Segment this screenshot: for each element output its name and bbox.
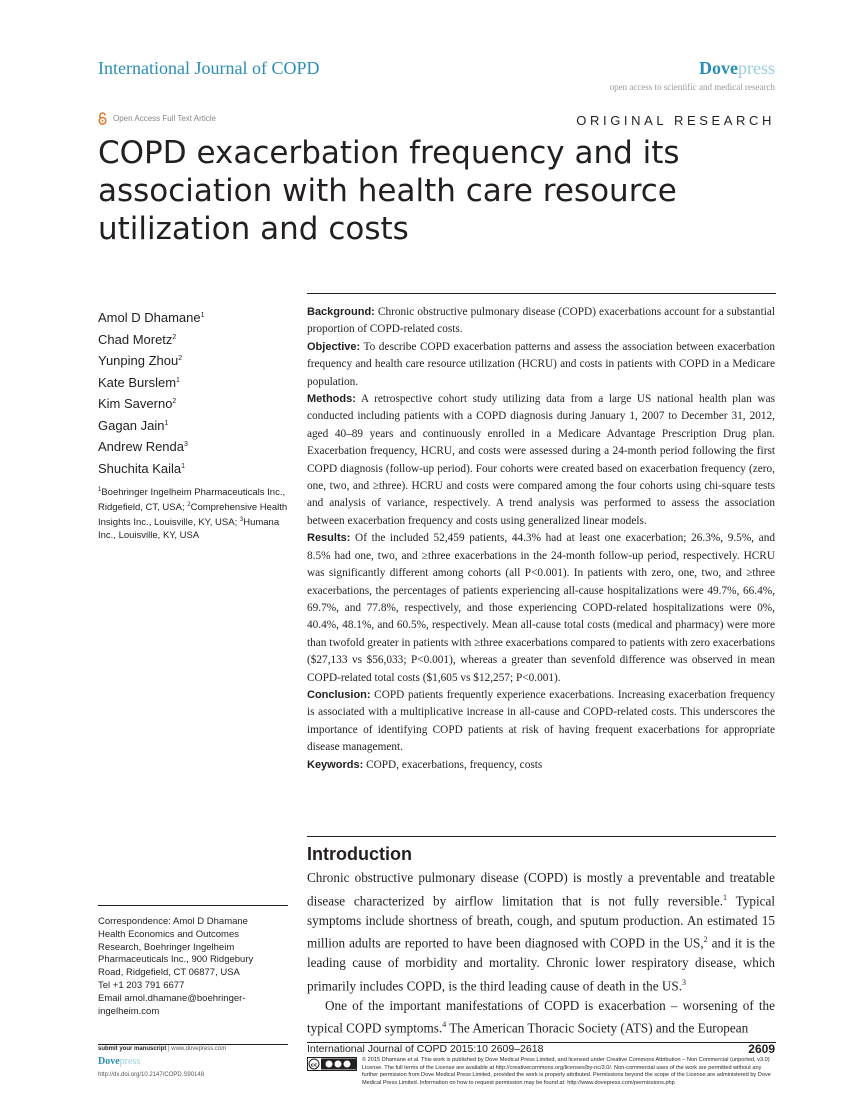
- section-heading-introduction: Introduction: [307, 844, 412, 864]
- divider: [98, 1044, 288, 1045]
- publisher-logo[interactable]: [699, 58, 775, 79]
- abstract-conclusion: Conclusion: COPD patients frequently experience exacerbations. Increasing exacerbation frequency is associated with a multiplicative increase in all-cause and COPD-related costs. This underscores the importance of identifying COPD patients at risk of having frequent exacerbations for appropriate disease management.: [307, 688, 775, 754]
- divider: [98, 905, 288, 906]
- affiliations: $^1$Boehringer Ingelheim Pharmaceuticals Inc., Ridgefield, CT, USA; $^2$Comprehensive Health Insights Inc., Louisville, KY, USA; $^3$Humana Inc., Louisville, KY, USA: [98, 487, 288, 542]
- journal-name: International Journal of COPD: [98, 58, 320, 78]
- paragraph: One of the important manifestations of COPD is exacerbation – worsening of the typical COPD symptoms.$^4$ The American Thoracic Society (ATS) and the European: [307, 997, 775, 1036]
- publisher-logo-light: press: [738, 58, 775, 78]
- open-access-label: [98, 112, 216, 125]
- abstract-keywords: Keywords: COPD, exacerbations, frequency, costs: [307, 758, 543, 771]
- creative-commons-badge-icon[interactable]: [307, 1057, 357, 1071]
- author: Kim Saverno$^2$: [98, 396, 177, 411]
- abstract: [307, 304, 775, 774]
- correspondence-address: Health Economics and Outcomes Research, Boehringer Ingelheim Pharmaceuticals Inc., 900 Ridgebury Road, Ridgefield, CT 06877, USA: [98, 928, 254, 979]
- doi-link[interactable]: http://dx.doi.org/10.2147/COPD.S90148: [98, 1072, 205, 1078]
- correspondence-label: Correspondence: Amol D Dhamane: [98, 916, 248, 927]
- open-access-icon: [98, 112, 107, 125]
- author: Andrew Renda$^3$: [98, 439, 188, 454]
- author: Kate Burslem$^1$: [98, 374, 180, 390]
- article-title: COPD exacerbation frequency and its association with health care resource utilization and costs: [98, 135, 680, 247]
- submit-manuscript-link[interactable]: submit your manuscript | www.dovepress.com: [98, 1046, 227, 1052]
- footer-publisher-logo[interactable]: Dovepress: [98, 1056, 141, 1067]
- license-text: © 2015 Dhamane et al. This work is published by Dove Medical Press Limited, and licensed under Creative Commons Attribution – Non Commercial (unported, v3.0) License. The full terms of the License are available at http://creativecommons.org/licenses/by-nc/3.0/. Non-commercial uses of the work are permitted without any further permission from Dove Medical Press Limited, provided the work is properly attributed. Permissions beyond the scope of the License are administered by Dove Medical Press Limited. Information on how to request permission may be found at: http://www.dovepress.com/permissions.php: [362, 1057, 771, 1086]
- author: Gagan Jain$^1$: [98, 417, 169, 433]
- abstract-objective: Objective: To describe COPD exacerbation patterns and assess the association between exacerbation frequency and health care resource utilization (HCRU) and costs in patients with COPD in a Medicare population.: [307, 340, 775, 388]
- correspondence-email[interactable]: Email amol.dhamane@boehringer- ingelheim.com: [98, 992, 246, 1017]
- author: Yunping Zhou$^2$: [98, 353, 183, 368]
- article-type: ORIGINAL RESEARCH: [576, 113, 775, 128]
- author: Chad Moretz$^2$: [98, 331, 177, 347]
- page-number: 2609: [748, 1042, 775, 1056]
- author: Shuchita Kaila$^1$: [98, 460, 186, 476]
- citation: International Journal of COPD 2015:10 2609–2618: [307, 1043, 544, 1055]
- correspondence: [98, 916, 288, 1018]
- publisher-tagline: open access to scientific and medical research: [609, 82, 775, 92]
- publisher-logo-bold: Dove: [699, 58, 738, 78]
- open-access-text: Open Access Full Text Article: [113, 114, 217, 123]
- divider: [307, 293, 776, 294]
- abstract-methods: Methods: A retrospective cohort study utilizing data from a large US national health plan was conducted including patients with a COPD diagnosis during January 1, 2007 to December 31, 2012, aged 40–89 years and continuously enrolled in a Medicare Advantage Prescription Drug plan. Exacerbation frequency, HCRU, and costs were assessed during a 24-month period following the first COPD diagnosis (follow-up period). Four cohorts were created based on exacerbation frequency (zero, one, two, and ≥three). HCRU and costs were compared among the four cohorts using chi-square tests and analysis of variance, respectively. A trend analysis was performed to assess the association between exacerbation frequency and costs using generalized linear models.: [307, 393, 775, 527]
- author: Amol D Dhamane$^1$: [98, 310, 205, 325]
- correspondence-tel: Tel +1 203 791 6677: [98, 979, 185, 991]
- introduction-body: [307, 868, 775, 1038]
- cc-label: cc: [310, 1062, 318, 1069]
- author-list: [98, 306, 293, 542]
- divider: [307, 836, 776, 837]
- abstract-results: Results: Of the included 52,459 patients, 44.3% had at least one exacerbation; 26.3%, 9.5%, and 8.5% had one, two, and ≥three exacerbations in the 24-month follow-up period, respectively. HCRU was significantly different among cohorts (all P<0.001). In patients with zero, one, two, and ≥three exacerbations, the percentages of patients experiencing all-cause hospitalizations were 49.7%, 66.4%, 69.7%, and 77.8%, respectively, and those experiencing COPD-related hospitalizations were 0%, 40.4%, 48.1%, and 60.5%, respectively. Mean all-cause total costs (medical and pharmacy) were more than twofold greater in patients with ≥three exacerbations compared to patients with zero exacerbations ($27,133 vs $56,033; P<0.001), whereas a greater than sevenfold difference was observed in mean COPD-related total costs ($1,605 vs $12,257; P<0.001).: [307, 532, 775, 684]
- paragraph: Chronic obstructive pulmonary disease (COPD) is mostly a preventable and treatable disease characterized by airflow limitation that is not fully reversible.$^1$ Typical symptoms include shortness of breath, cough, and sputum production. An estimated 15 million adults are reported to have been diagnosed with COPD in the US,$^2$ and it is the leading cause of morbidity and mortality. Chronic lower respiratory disease, which primarily includes COPD, is the third leading cause of death in the US.$^3$: [307, 870, 776, 994]
- abstract-background: Background: Chronic obstructive pulmonary disease (COPD) exacerbations account for a substantial proportion of COPD-related costs.: [307, 306, 775, 336]
